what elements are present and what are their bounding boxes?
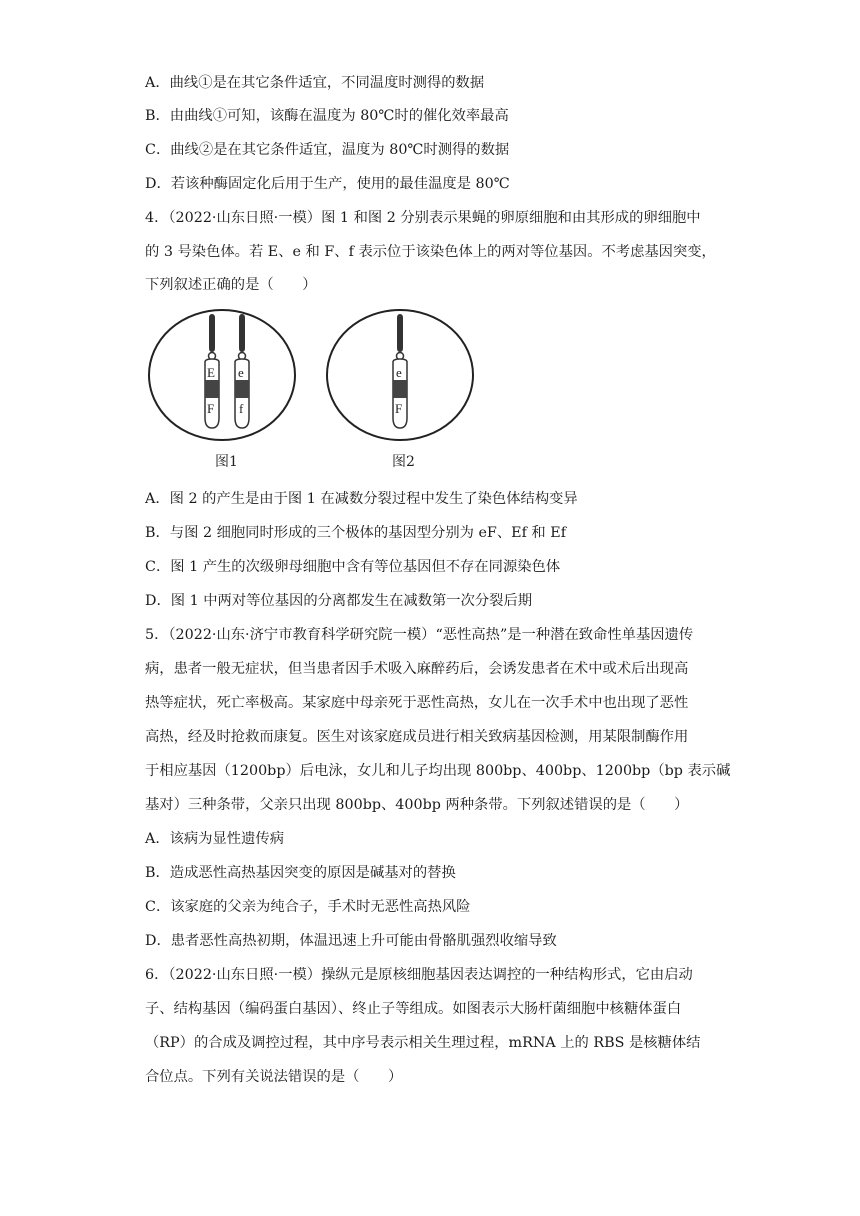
fig2-caption: 图2 <box>392 454 415 470</box>
q3-option-d: D．若该种酶固定化后用于生产，使用的最佳温度是 80℃ <box>145 176 510 192</box>
q5-stem-line-1: 5．（2022·山东·济宁市教育科学研究院一模）“恶性高热”是一种潜在致命性单基因遗传 <box>145 627 694 643</box>
q4-option-a: A．图 2 的产生是由于图 1 在减数分裂过程中发生了染色体结构变异 <box>145 491 578 507</box>
fig2-gene-e: e <box>396 365 402 380</box>
fig1-gene-F: F <box>207 401 215 416</box>
q5-stem-line-4: 高热，经及时抢救而康复。医生对该家庭成员进行相关致病基因检测，用某限制酶作用 <box>145 729 689 745</box>
q6-stem-line-2: 子、结构基因（编码蛋白基因）、终止子等组成。如图表示大肠杆菌细胞中核糖体蛋白 <box>145 1001 682 1017</box>
fig1-caption: 图1 <box>215 454 238 470</box>
q5-stem-line-5: 于相应基因（1200bp）后电泳，女儿和儿子均出现 800bp、400bp、1200bp（bp 表示碱 <box>145 763 731 779</box>
q5-option-a: A．该病为显性遗传病 <box>145 831 284 847</box>
fig1-chromosome-1 <box>205 314 219 428</box>
q4-figure-2 <box>320 300 480 480</box>
q4-option-d: D．图 1 中两对等位基因的分离都发生在减数第一次分裂后期 <box>145 593 533 609</box>
q4-option-c: C．图 1 产生的次级卵母细胞中含有等位基因但不存在同源染色体 <box>145 559 561 575</box>
fig1-gene-f: f <box>239 401 244 416</box>
q5-option-c: C．该家庭的父亲为纯合子，手术时无恶性高热风险 <box>145 899 471 915</box>
fig1-cell <box>149 310 295 470</box>
q4-stem-line-2: 的 3 号染色体。若 E、e 和 F、f 表示位于该染色体上的两对等位基因。不考虑基因突变， <box>145 244 716 260</box>
q3-option-a: A．曲线①是在其它条件适宜，不同温度时测得的数据 <box>145 75 485 91</box>
q4-option-b: B．与图 2 细胞同时形成的三个极体的基因型分别为 eF、Ef 和 Ef <box>145 525 566 541</box>
fig1-chromosome-2 <box>235 314 249 428</box>
q4-stem-line-3: 下列叙述正确的是（ ） <box>145 277 317 293</box>
fig1-gene-e: e <box>238 365 244 380</box>
fig2-chromosome <box>393 314 407 428</box>
q4-stem-line-1: 4．（2022·山东日照·一模）图 1 和图 2 分别表示果蝇的卵原细胞和由其形成的卵细胞中 <box>145 210 701 226</box>
q3-option-b: B．由曲线①可知，该酶在温度为 80℃时的催化效率最高 <box>145 108 509 124</box>
fig2-gene-F: F <box>395 401 403 416</box>
fig1-gene-E: E <box>207 365 215 380</box>
q5-option-b: B．造成恶性高热基因突变的原因是碱基对的替换 <box>145 865 456 881</box>
q6-stem-line-4: 合位点。下列有关说法错误的是（ ） <box>145 1069 403 1085</box>
q5-option-d: D．患者恶性高热初期，体温迅速上升可能由骨骼肌强烈收缩导致 <box>145 933 557 949</box>
q5-stem-line-3: 热等症状，死亡率极高。某家庭中母亲死于恶性高热，女儿在一次手术中也出现了恶性 <box>145 695 689 711</box>
q6-stem-line-3: （RP）的合成及调控过程，其中序号表示相关生理过程，mRNA 上的 RBS 是核糖体结 <box>145 1035 701 1051</box>
q5-stem-line-6: 基对）三种条带，父亲只出现 800bp、400bp 两种条带。下列叙述错误的是（ ） <box>145 797 689 813</box>
q6-stem-line-1: 6．（2022·山东日照·一模）操纵元是原核细胞基因表达调控的一种结构形式，它由启动 <box>145 967 693 983</box>
q5-stem-line-2: 病，患者一般无症状，但当患者因手术吸入麻醉药后，会诱发患者在术中或术后出现高 <box>145 661 689 677</box>
q3-option-c: C．曲线②是在其它条件适宜，温度为 80℃时测得的数据 <box>145 142 510 158</box>
